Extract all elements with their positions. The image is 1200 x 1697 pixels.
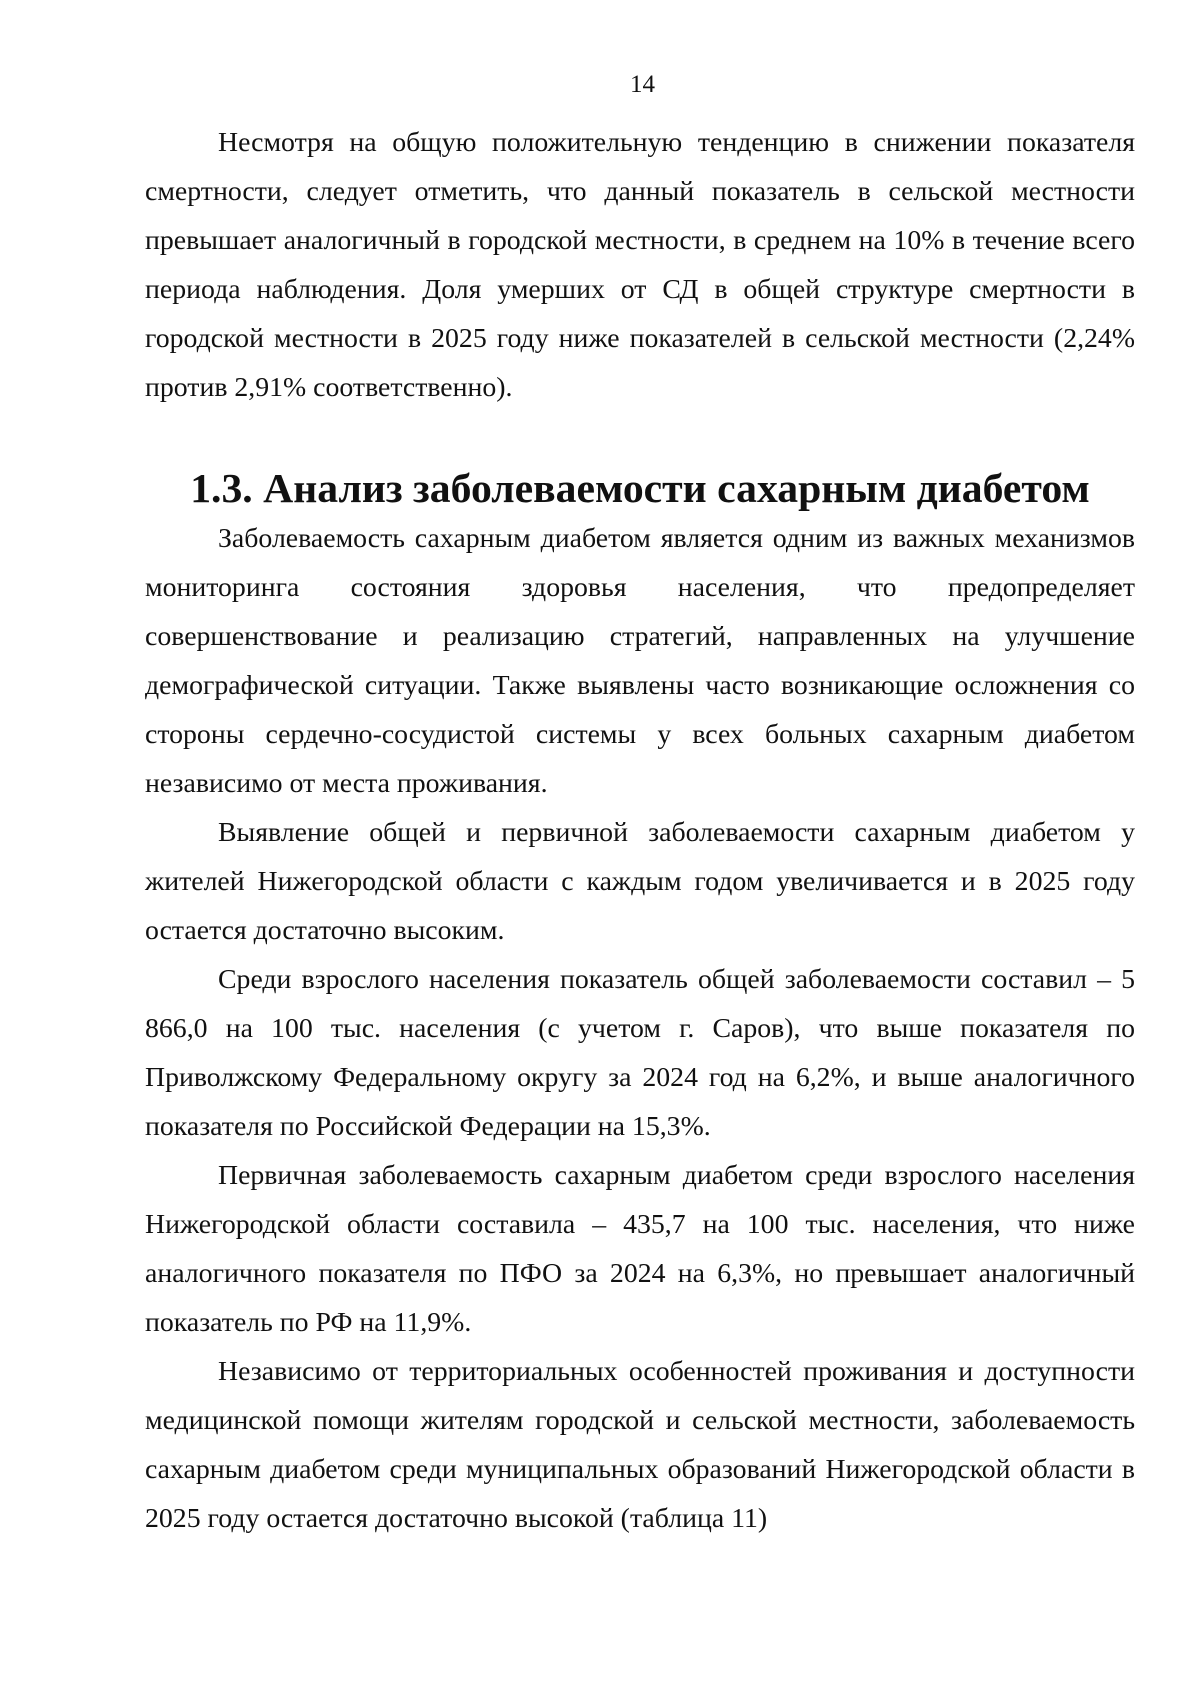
paragraph-incidence-monitoring: Заболеваемость сахарным диабетом является одним из важных механизмов мониторинга состояния здоровья населения, что предопределяет совершенствование и реализацию стратегий, направленных на улучшение демографической ситуации. Также выявлены часто возникающие осложнения со стороны сердечно-сосудистой системы у всех больных сахарным диабетом независимо от места проживания.	[145, 523, 1135, 799]
paragraph-primary-incidence: Первичная заболеваемость сахарным диабетом среди взрослого населения Нижегородской области составила – 435,7 на 100 тыс. населения, что ниже аналогичного показателя по ПФО за 2024 на 6,3%, но превышает аналогичный показатель по РФ на 11,9%.	[145, 1160, 1135, 1338]
paragraph-incidence-growth: Выявление общей и первичной заболеваемости сахарным диабетом у жителей Нижегородской области с каждым годом увеличивается и в 2025 году остается достаточно высоким.	[145, 817, 1135, 946]
page-number: 14	[630, 71, 655, 98]
section-heading: 1.3. Анализ заболеваемости сахарным диабетом	[190, 466, 1090, 512]
page-body	[145, 118, 1135, 1543]
paragraph-mortality-rural-urban: Несмотря на общую положительную тенденцию в снижении показателя смертности, следует отметить, что данный показатель в сельской местности превышает аналогичный в городской местности, в среднем на 10% в течение всего периода наблюдения. Доля умерших от СД в общей структуре смертности в городской местности в 2025 году ниже показателей в сельской местности (2,24% против 2,91% соответственно).	[145, 127, 1135, 403]
paragraph-territorial-incidence: Независимо от территориальных особенностей проживания и доступности медицинской помощи жителям городской и сельской местности, заболеваемость сахарным диабетом среди муниципальных образований Нижегородской области в 2025 году остается достаточно высокой (таблица 11)	[145, 1356, 1135, 1534]
paragraph-general-incidence: Среди взрослого населения показатель общей заболеваемости составил – 5 866,0 на 100 тыс. населения (с учетом г. Саров), что выше показателя по Приволжскому Федеральному округу за 2024 год на 6,2%, и выше аналогичного показателя по Российской Федерации на 15,3%.	[145, 964, 1135, 1142]
